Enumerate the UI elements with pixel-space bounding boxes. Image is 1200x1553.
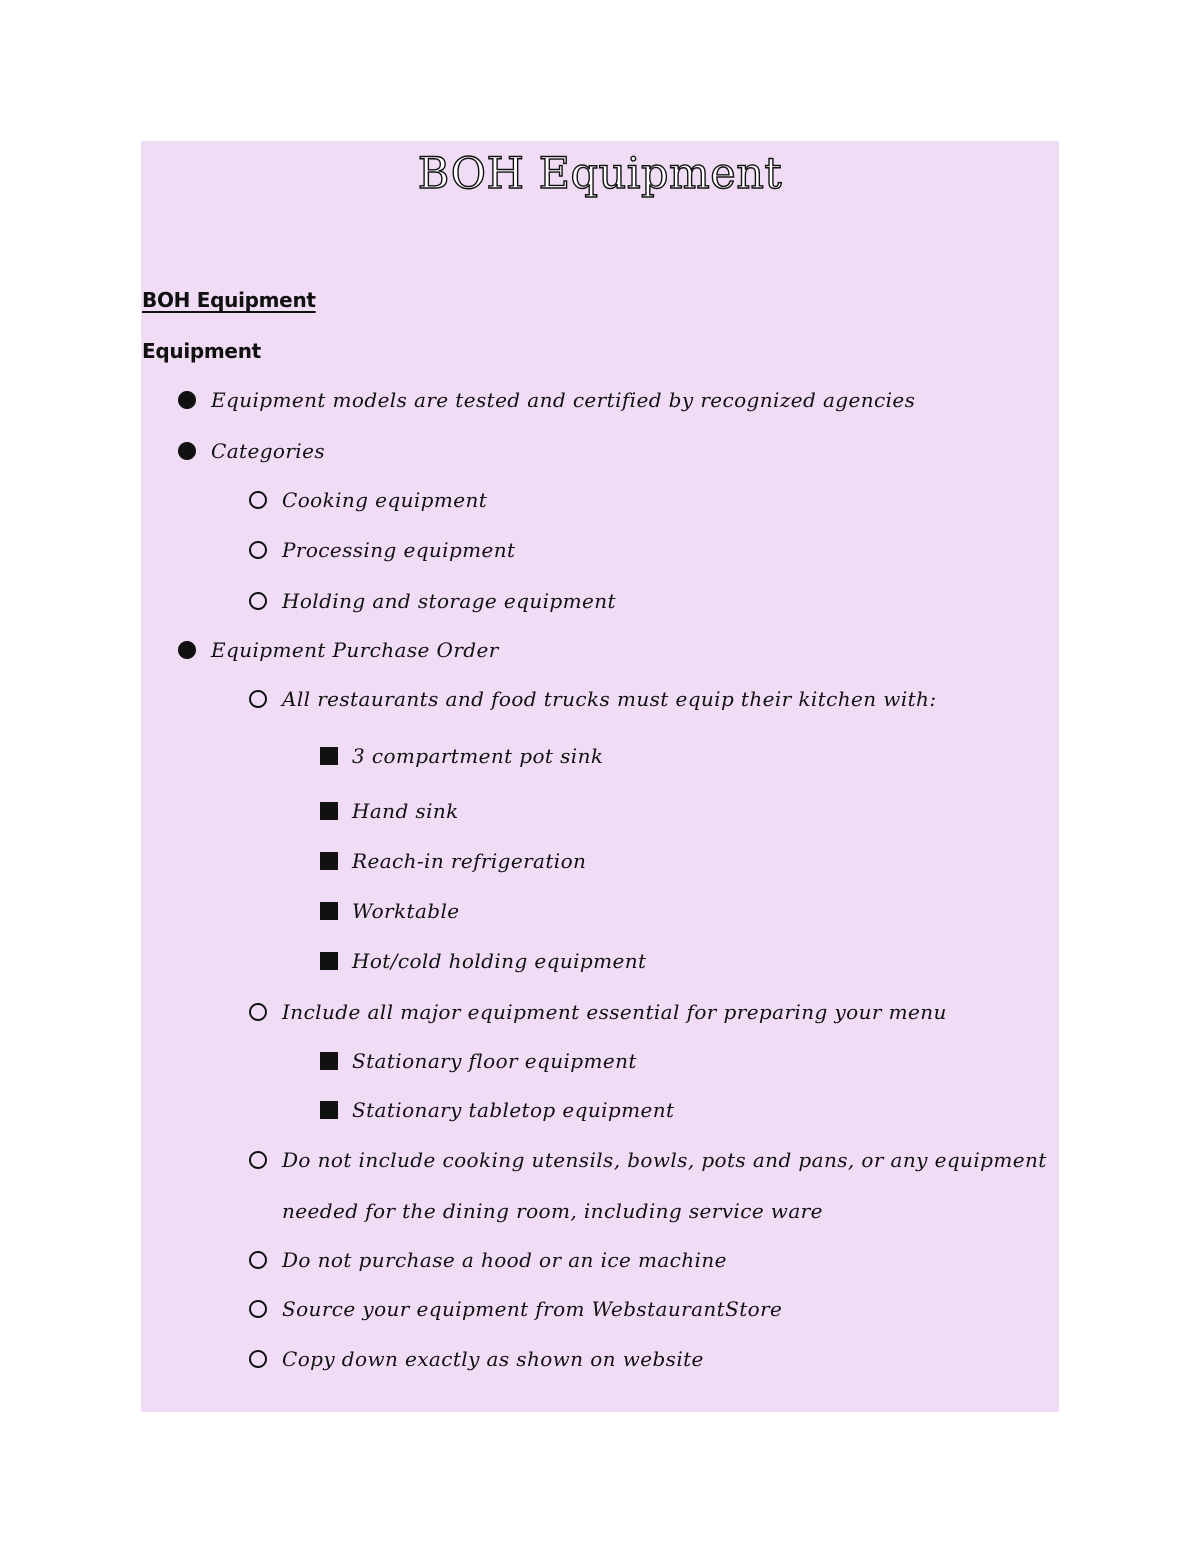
- sub-heading: Equipment: [142, 339, 261, 363]
- filled-square-bullet-icon: [320, 902, 338, 920]
- hollow-circle-bullet-icon: [249, 1151, 267, 1169]
- hollow-circle-bullet-icon: [249, 541, 267, 559]
- hollow-circle-bullet-icon: [249, 491, 267, 509]
- list-item-text: Source your equipment from WebstaurantStore: [282, 1297, 783, 1321]
- list-item-text: 3 compartment pot sink: [352, 744, 604, 768]
- list-item-text: Worktable: [352, 899, 460, 923]
- document-title: BOH Equipment: [417, 149, 783, 199]
- list-item-text: All restaurants and food trucks must equip their kitchen with:: [282, 687, 937, 711]
- list-item-text: Stationary tabletop equipment: [352, 1098, 675, 1122]
- list-item-text: needed for the dining room, including service ware: [282, 1199, 823, 1223]
- hollow-circle-bullet-icon: [249, 690, 267, 708]
- hollow-circle-bullet-icon: [249, 1003, 267, 1021]
- list-item-text: Copy down exactly as shown on website: [282, 1347, 704, 1371]
- section-heading: BOH Equipment: [142, 288, 316, 312]
- filled-square-bullet-icon: [320, 852, 338, 870]
- hollow-circle-bullet-icon: [249, 1300, 267, 1318]
- list-item-text: Stationary floor equipment: [352, 1049, 637, 1073]
- list-item-text: Include all major equipment essential for preparing your menu: [282, 1000, 947, 1024]
- filled-circle-bullet-icon: [178, 641, 196, 659]
- list-item-text: Do not include cooking utensils, bowls, pots and pans, or any equipment: [282, 1148, 1047, 1172]
- list-item-text: Reach-in refrigeration: [352, 849, 587, 873]
- filled-square-bullet-icon: [320, 952, 338, 970]
- hollow-circle-bullet-icon: [249, 1251, 267, 1269]
- filled-square-bullet-icon: [320, 1052, 338, 1070]
- list-item-text: Cooking equipment: [282, 488, 488, 512]
- list-item-text: Processing equipment: [282, 538, 516, 562]
- list-item-text: Do not purchase a hood or an ice machine: [282, 1248, 727, 1272]
- filled-circle-bullet-icon: [178, 442, 196, 460]
- filled-circle-bullet-icon: [178, 391, 196, 409]
- list-item-text: Holding and storage equipment: [282, 589, 616, 613]
- hollow-circle-bullet-icon: [249, 1350, 267, 1368]
- filled-square-bullet-icon: [320, 1101, 338, 1119]
- filled-square-bullet-icon: [320, 802, 338, 820]
- list-item-text: Hand sink: [352, 799, 459, 823]
- filled-square-bullet-icon: [320, 747, 338, 765]
- list-item-text: Equipment models are tested and certified by recognized agencies: [211, 388, 916, 412]
- list-item-text: Hot/cold holding equipment: [352, 949, 647, 973]
- list-item-text: Equipment Purchase Order: [211, 638, 499, 662]
- hollow-circle-bullet-icon: [249, 592, 267, 610]
- list-item-text: Categories: [211, 439, 325, 463]
